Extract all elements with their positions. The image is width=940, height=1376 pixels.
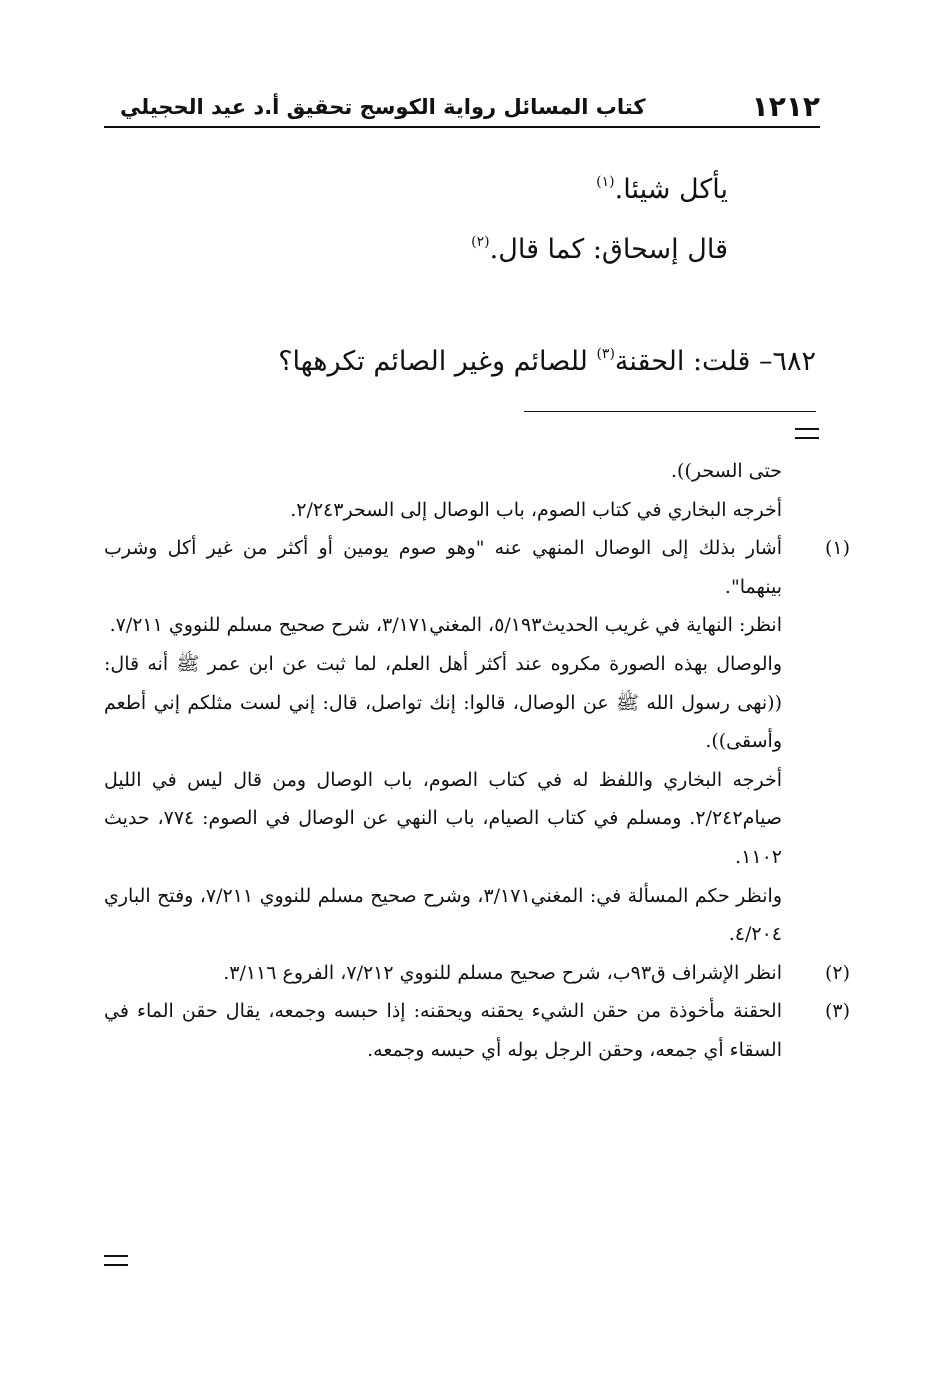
question-text-start: ٦٨٢– قلت: الحقنة <box>614 346 816 377</box>
footnote-3-number: (٣) <box>824 1000 850 1023</box>
main-line-1-text: يأكل شيئا. <box>614 174 728 205</box>
footnote-ref-1: (١) <box>596 174 615 190</box>
footnote-1-para-5: وانظر حكم المسألة في: المغني٣/١٧١، وشرح صحيح مسلم للنووي ٧/٢١١، وفتح الباري ٤/٢٠٤. <box>104 884 782 946</box>
continuation-mark-top <box>795 428 819 439</box>
footnote-2-number: (٢) <box>824 961 850 984</box>
footnote-1-para-3: والوصال بهذه الصورة مكروه عند أكثر أهل العلم، لما ثبت عن ابن عمر ﷺ أنه قال: ((نهى رسول الله ﷺ عن الوصال، قالوا: إنك تواصل، قال: إني لست مثلكم إني أطعم وأسقى)). <box>104 652 782 753</box>
footnote-ref-3: (٣) <box>596 346 615 362</box>
running-title: كتاب المسائل رواية الكوسج تحقيق أ.د عيد الحجيلي <box>120 95 646 119</box>
footnote-1-para-4: أخرجه البخاري واللفظ له في كتاب الصوم، باب الوصال ومن قال ليس في الليل صيام٢/٢٤٢. ومسلم في كتاب الصيام، باب النهي عن الوصال في الصوم: ٧٧٤، حديث ١١٠٢. <box>104 768 782 868</box>
question-text-end: للصائم وغير الصائم تكرهها؟ <box>278 346 597 377</box>
main-line-2 <box>104 220 816 280</box>
main-line-1 <box>104 160 816 220</box>
footnote-continuation-2: أخرجه البخاري في كتاب الصوم، باب الوصال إلى السحر٢/٢٤٣. <box>290 498 782 521</box>
footnote-2-text: انظر الإشراف ق٩٣ب، شرح صحيح مسلم للنووي ٧/٢١٢، الفروع ٣/١١٦. <box>223 961 782 984</box>
question-682 <box>104 332 816 392</box>
continuation-mark-bottom <box>104 1255 128 1266</box>
footnote-1-number: (١) <box>824 537 850 560</box>
page-number: ١٢١٢ <box>751 90 820 123</box>
footnotes <box>104 452 850 1070</box>
page-header <box>104 82 820 128</box>
footnote-3 <box>104 992 850 1069</box>
footnote-3-text: الحقنة مأخوذة من حقن الشيء يحقنه ويحقنه: إذا حبسه وجمعه، يقال حقن الماء في السقاء أي جمعه، وحقن الرجل بوله أي حبسه وجمعه. <box>104 1000 782 1061</box>
footnote-1-text: أشار بذلك إلى الوصال المنهي عنه "وهو صوم يومين أو أكثر من غير أكل وشرب بينهما". <box>104 537 782 598</box>
footnote-1 <box>104 529 850 606</box>
footnote-continuation-1: حتى السحر)). <box>671 460 782 482</box>
main-line-2-text: قال إسحاق: كما قال. <box>489 234 728 265</box>
footnote-1-para-2: انظر: النهاية في غريب الحديث٥/١٩٣، المغني٣/١٧١، شرح صحيح مسلم للنووي ٧/٢١١. <box>109 614 782 637</box>
footnote-ref-2: (٢) <box>471 234 490 250</box>
main-text <box>104 160 816 392</box>
footnote-2 <box>104 954 850 993</box>
footnote-separator <box>524 411 816 412</box>
